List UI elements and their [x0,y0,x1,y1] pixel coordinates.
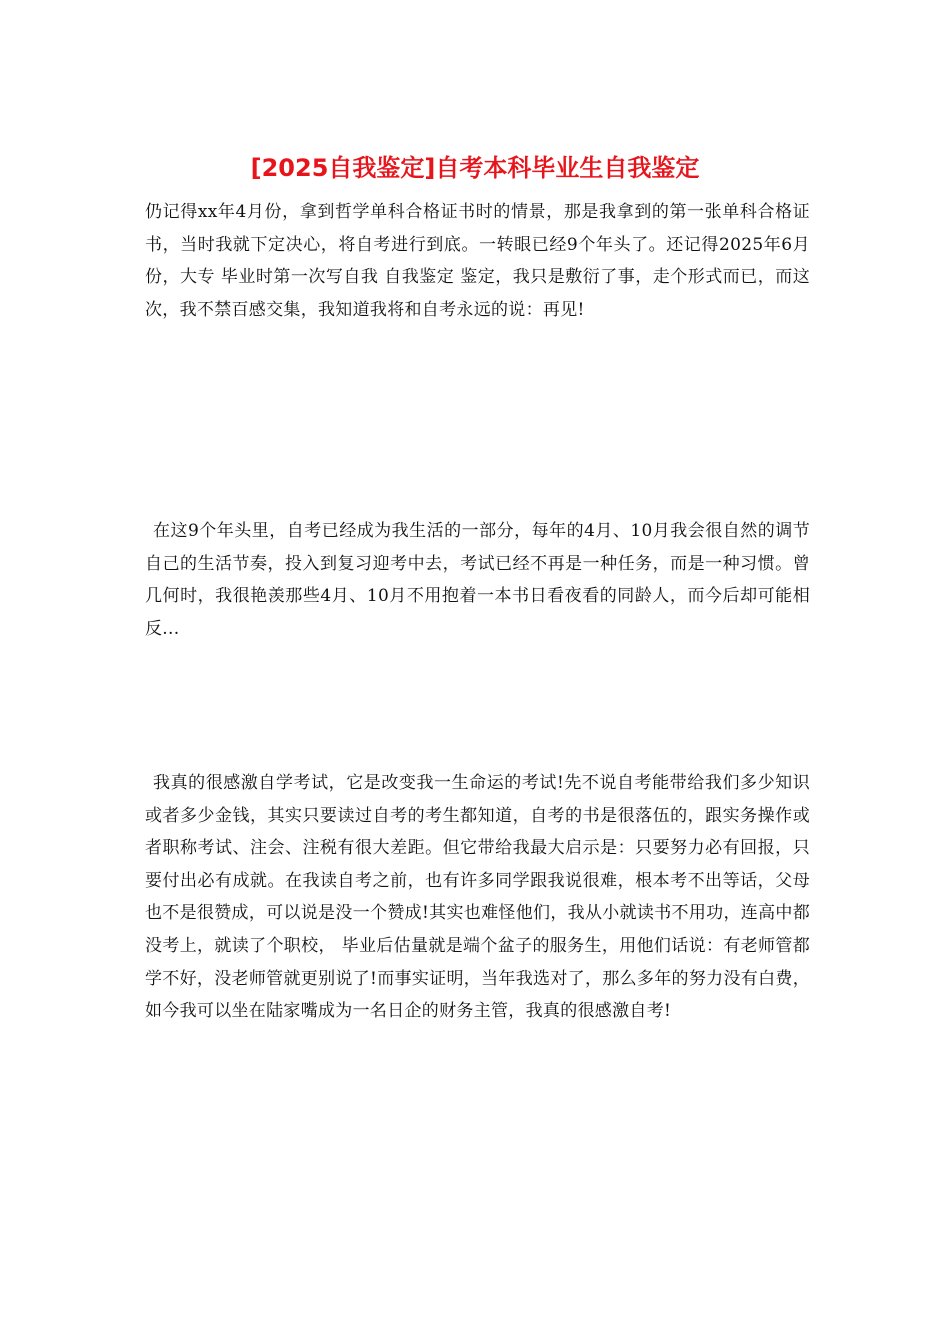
paragraph-3: 我真的很感激自学考试，它是改变我一生命运的考试!先不说自考能带给我们多少知识或者多少金钱，其实只要读过自考的考生都知道，自考的书是很落伍的，跟实务操作或者职称考试、注会、注税有很大差距。但它带给我最大启示是：只要努力必有回报，只要付出必有成就。在我读自考之前，也有许多同学跟我说很难，根本考不出等话，父母也不是很赞成，可以说是没一个赞成!其实也难怪他们，我从小就读书不用功，连高中都没考上，就读了个职校， 毕业后估量就是端个盆子的服务生，用他们话说：有老师管都学不好，没老师管就更别说了!而事实证明，当年我选对了，那么多年的努力没有白费，如今我可以坐在陆家嘴成为一名日企的财务主管，我真的很感激自考! [145,773,810,1022]
paragraph-1: 仍记得xx年4月份，拿到哲学单科合格证书时的情景，那是我拿到的第一张单科合格证书，当时我就下定决心，将自考进行到底。一转眼已经9个年头了。还记得2025年6月份，大专 毕业时第一次写自我 自我鉴定 鉴定，我只是敷衍了事，走个形式而已，而这次，我不禁百感交集，我知道我将和自考永远的说：再见! [145,202,810,320]
paragraph-2: 在这9个年头里，自考已经成为我生活的一部分，每年的4月、10月我会很自然的调节自己的生活节奏，投入到复习迎考中去，考试已经不再是一种任务，而是一种习惯。曾几何时，我很艳羡那些4月、10月不用抱着一本书日看夜看的同龄人，而今后却可能相反... [145,521,810,639]
document-title: [2025自我鉴定]自考本科毕业生自我鉴定 [250,154,700,182]
